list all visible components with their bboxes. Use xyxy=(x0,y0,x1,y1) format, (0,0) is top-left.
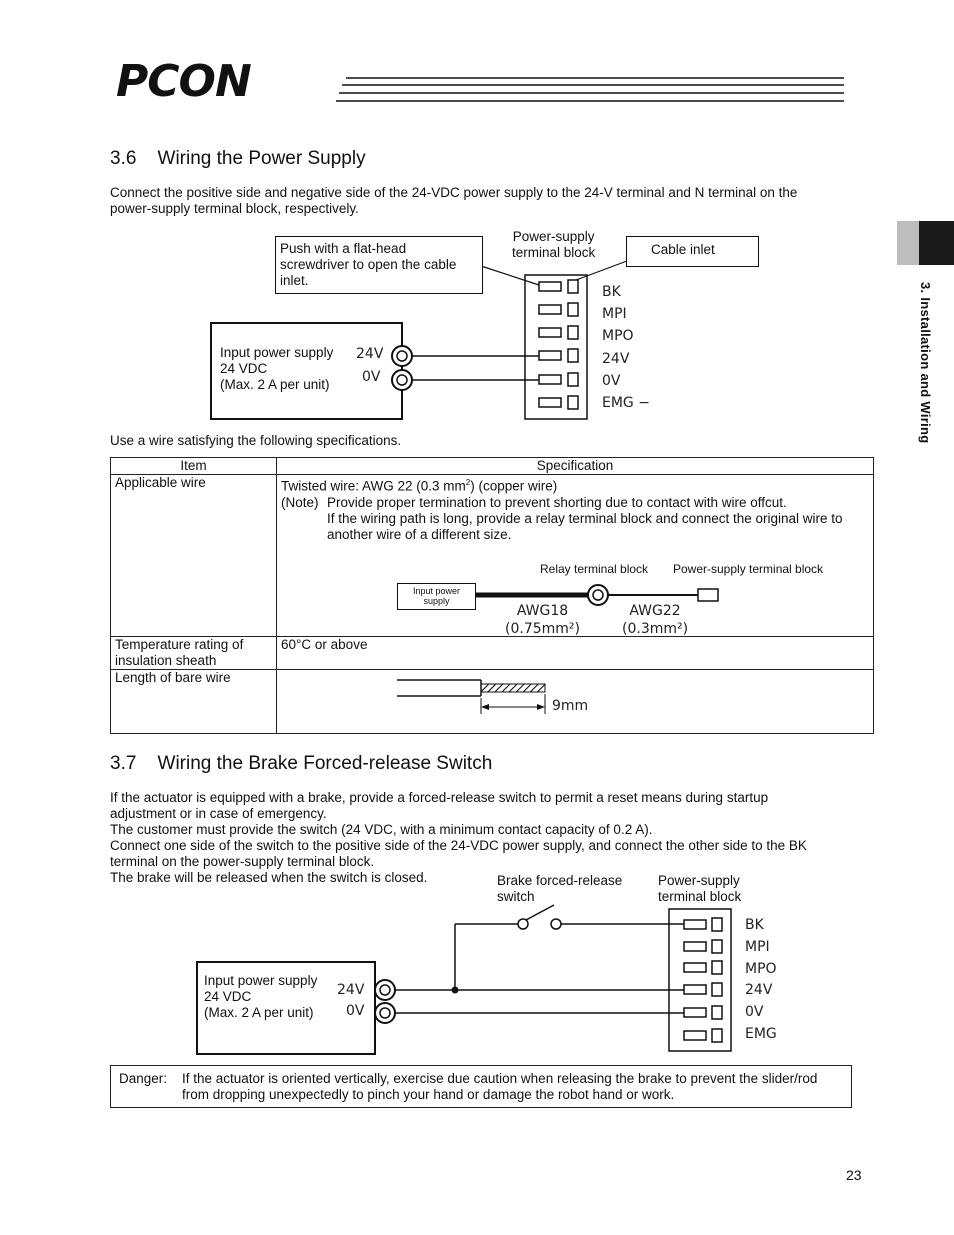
section-3-6-intro: Connect the positive side and negative side of the 24-VDC power supply to the 24-V terminal and N terminal on the power-supply terminal block, respectively. xyxy=(110,185,798,216)
table-head-spec: Specification xyxy=(277,458,874,475)
bare-wire-diagram xyxy=(397,676,557,718)
relay-terminal-block-label: Relay terminal block xyxy=(540,562,649,576)
page-number: 23 xyxy=(846,1167,862,1183)
table-row xyxy=(111,475,874,637)
input-power-supply-box: Input power supply xyxy=(397,583,476,610)
row-bare-wire-spec xyxy=(277,670,874,734)
brake-switch-label: Brake forced-release switch xyxy=(497,873,623,904)
callout-push-screwdriver: Push with a flat-head screwdriver to open the cable inlet. xyxy=(275,236,483,294)
input-supply-label-2: Input power supply 24 VDC (Max. 2 A per unit) xyxy=(204,973,318,1020)
label-terminal-block-1: Power-supply terminal block xyxy=(512,229,596,260)
row-bare-wire-item: Length of bare wire xyxy=(111,670,277,734)
terminal-slots-1 xyxy=(539,280,578,409)
side-tab-dark xyxy=(919,221,954,265)
awg22-label: AWG22 (0.3mm²) xyxy=(622,603,689,637)
terminal-names-1: BK MPI MPO 24V 0V EMG − xyxy=(602,284,650,412)
row-applicable-wire-spec: Twisted wire: AWG 22 (0.3 $mm^2$) (copper wire) (Note) Provide proper termination to prevent shorting due to contact with wire offcut. If the wiring path is long, provide a relay terminal block and connect the original wire to another wire of a different size. Relay terminal block Power-supply terminal block Input power supply AWG18 (0.75mm²) AWG22 (0.3mm²) xyxy=(277,475,874,637)
danger-text: If the actuator is oriented vertically, exercise due caution when releasing the brake to prevent the slider/rod from dropping unexpectedly to pinch your hand or damage the robot hand or work. xyxy=(182,1071,818,1102)
table-row xyxy=(111,637,874,670)
side-tab-light xyxy=(897,221,919,265)
row-temp-spec: 60°C or above xyxy=(277,637,874,670)
wire-spec-table xyxy=(110,457,874,734)
danger-label: Danger: xyxy=(119,1071,168,1086)
row-applicable-wire-item: Applicable wire xyxy=(111,475,277,637)
section-3-7-body: If the actuator is equipped with a brake, provide a forced-release switch to permit a reset means during startup adjustment or in case of emergency. The customer must provide the switch (24 VDC, with a minimum contact capacity of 0.2 A). Connect one side of the switch to the positive side of the 24-VDC power supply, and connect the other side to the BK terminal on the power-supply terminal block. The brake will be released when the switch is closed. xyxy=(110,790,807,885)
awg18-label: AWG18 (0.75mm²) xyxy=(505,603,580,637)
terminal-names-2: BK MPI MPO 24V 0V EMG xyxy=(745,917,777,1042)
header-rule xyxy=(336,74,846,106)
supply-0v-label-2: 0V xyxy=(346,1003,365,1019)
table-row xyxy=(111,670,874,734)
label-terminal-block-2: Power-supply terminal block xyxy=(658,873,742,904)
supply-24v-label-1: 24V xyxy=(356,346,384,362)
side-tab-label: 3. Installation and Wiring xyxy=(918,282,933,444)
input-supply-label-1: Input power supply 24 VDC (Max. 2 A per unit) xyxy=(220,345,334,392)
bare-length-label: 9mm xyxy=(552,698,589,714)
terminal-slots-2 xyxy=(684,918,722,1042)
table-head-item: Item xyxy=(111,458,277,475)
callout-cable-inlet: Cable inlet xyxy=(626,236,759,267)
pcon-logo: PCON xyxy=(116,56,251,107)
row-temp-item: Temperature rating of insulation sheath xyxy=(111,637,277,670)
danger-box xyxy=(110,1065,852,1108)
supply-0v-label-1: 0V xyxy=(362,369,381,385)
ps-terminal-block-label: Power-supply terminal block xyxy=(673,562,824,576)
section-3-7-title: 3.7 Wiring the Brake Forced-release Switch xyxy=(110,753,493,774)
wire-spec-note: Use a wire satisfying the following specifications. xyxy=(110,433,402,448)
section-3-6-title: 3.6 Wiring the Power Supply xyxy=(110,148,366,169)
supply-24v-label-2: 24V xyxy=(337,982,365,998)
table-header-row xyxy=(111,458,874,475)
